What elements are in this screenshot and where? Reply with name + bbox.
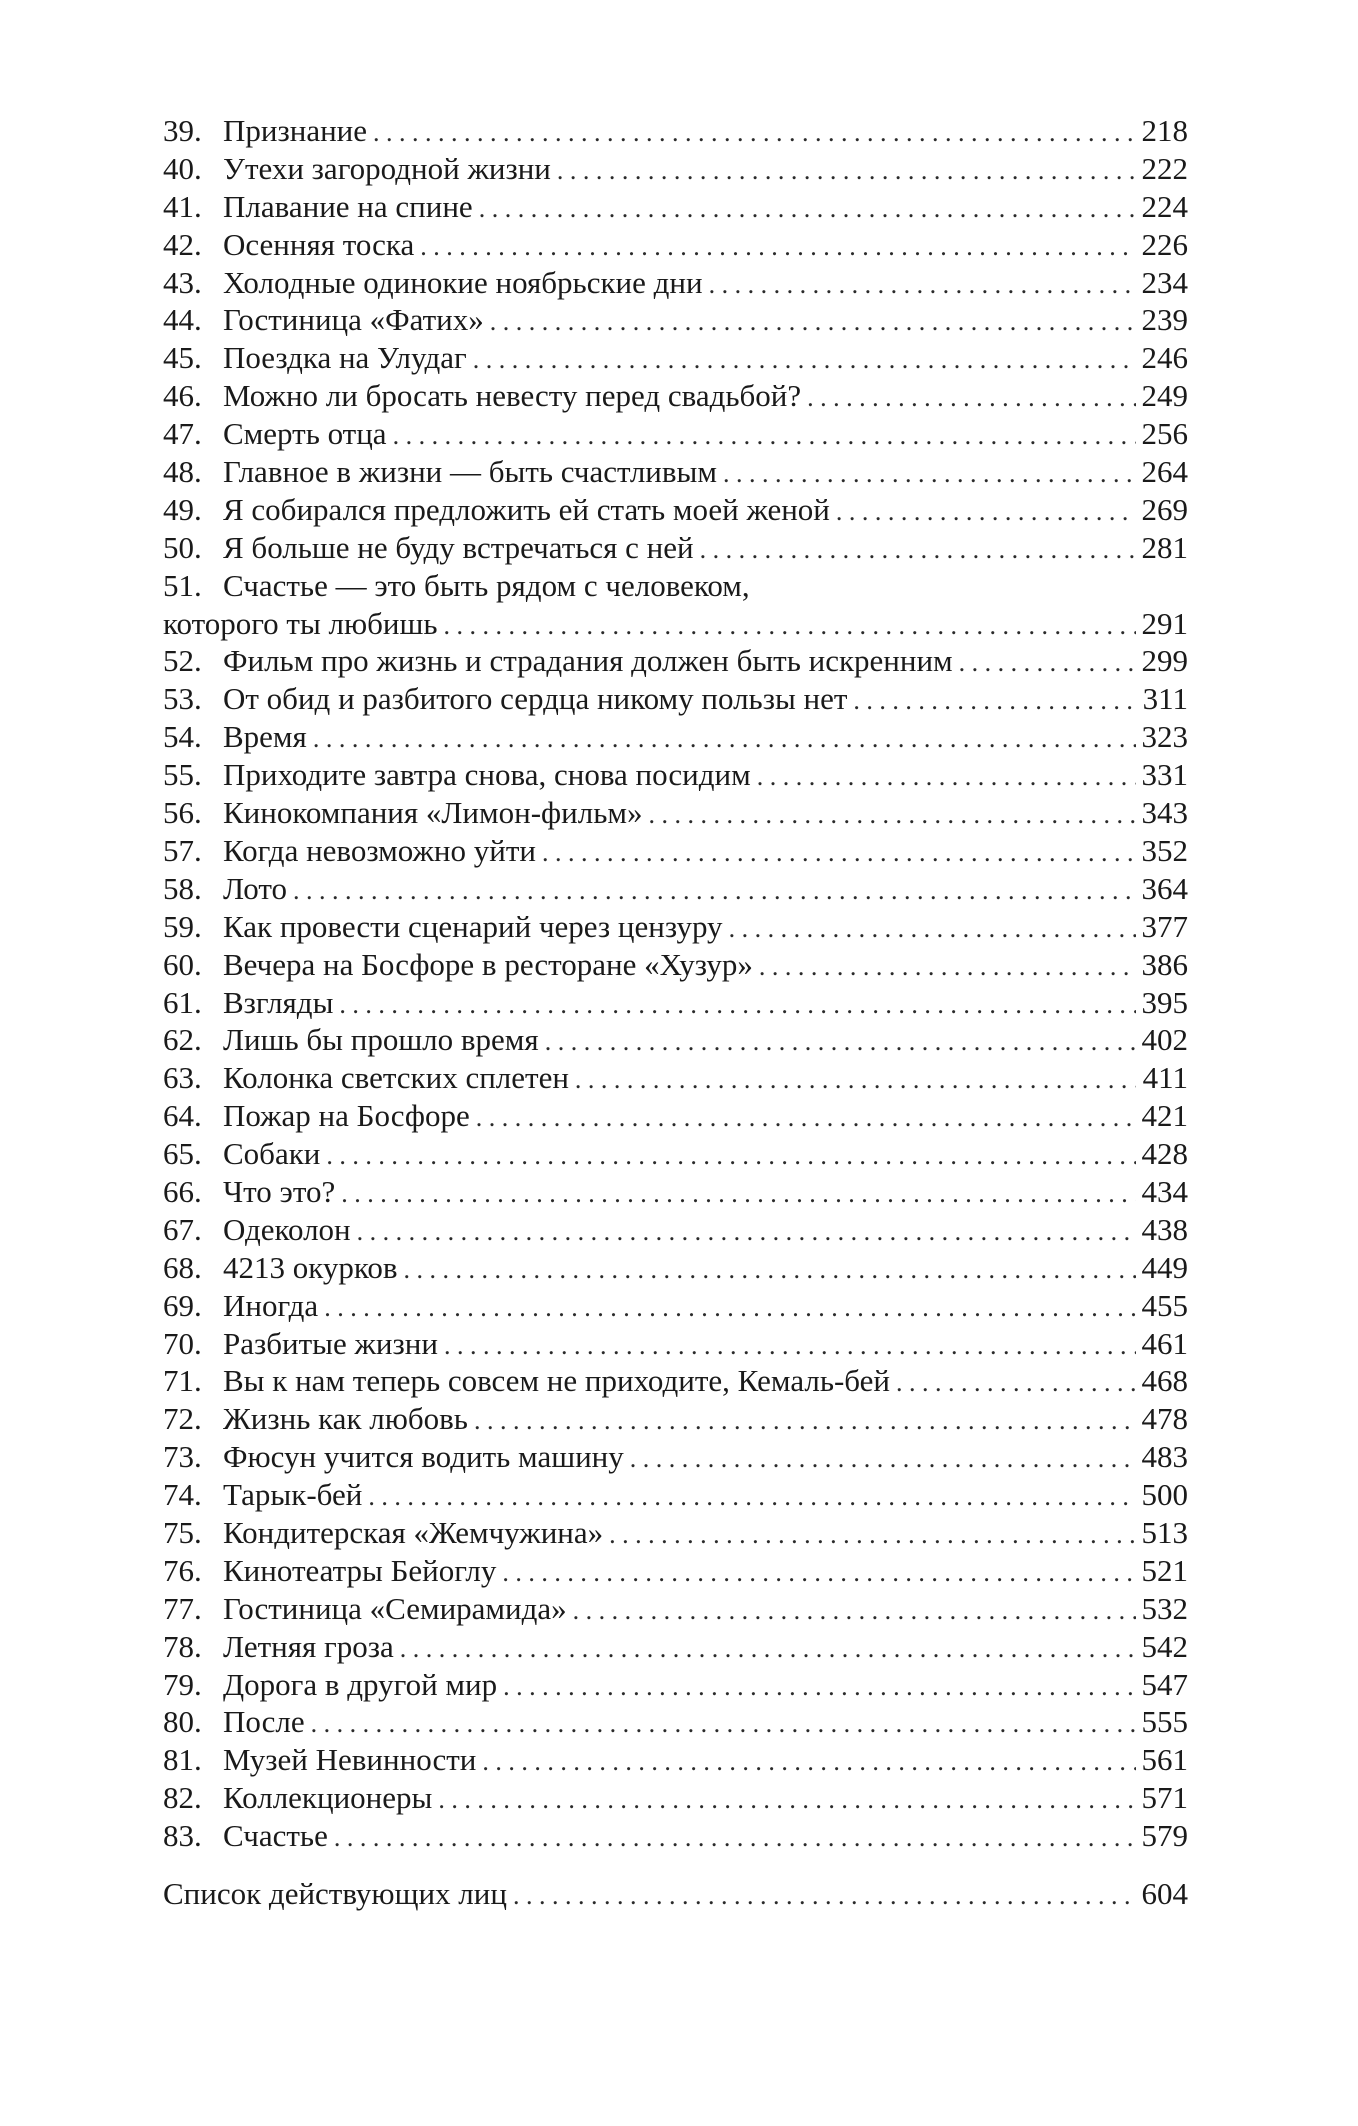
toc-entry-number: 73. bbox=[163, 1439, 202, 1475]
toc-entry-page: 478 bbox=[1136, 1400, 1189, 1438]
toc-entry-page: 239 bbox=[1136, 301, 1189, 339]
toc-entry-number: 81. bbox=[163, 1742, 202, 1778]
toc-entry-page: 352 bbox=[1136, 832, 1189, 870]
toc-entry bbox=[163, 870, 1188, 908]
toc-leader-dots bbox=[420, 228, 1135, 264]
toc-entry-number: 70. bbox=[163, 1325, 202, 1361]
toc-entry bbox=[163, 1173, 1188, 1211]
toc-entry-title: Иногда bbox=[223, 1287, 324, 1325]
toc-entry-title: Разбитые жизни bbox=[223, 1325, 444, 1363]
toc-entry-page: 323 bbox=[1136, 718, 1189, 756]
toc-entry bbox=[163, 794, 1188, 832]
toc-entry bbox=[163, 1362, 1188, 1400]
toc-entry-title: Фюсун учится водить машину bbox=[223, 1438, 630, 1476]
toc-entry-page: 547 bbox=[1136, 1666, 1189, 1704]
toc-entry-page: 311 bbox=[1136, 680, 1188, 718]
toc-appendix bbox=[163, 1875, 1188, 1913]
toc-leader-dots bbox=[373, 114, 1135, 150]
toc-entry-title: Взгляды bbox=[223, 984, 339, 1022]
toc-leader-dots bbox=[339, 986, 1135, 1022]
toc-entry-title: Главное в жизни — быть счастливым bbox=[223, 453, 723, 491]
toc-leader-dots bbox=[326, 1137, 1135, 1173]
toc-entry-number: 60. bbox=[163, 946, 202, 982]
toc-entry-number: 46. bbox=[163, 378, 202, 414]
toc-leader-dots bbox=[648, 796, 1135, 832]
toc-entry-number: 54. bbox=[163, 719, 202, 755]
toc-leader-dots bbox=[476, 1099, 1136, 1135]
toc-entry bbox=[163, 984, 1188, 1022]
toc-leader-dots bbox=[709, 266, 1136, 302]
toc-entry-title: От обид и разбитого сердца никому пользы нет bbox=[223, 680, 853, 718]
toc-entry-number: 45. bbox=[163, 340, 202, 376]
toc-leader-dots bbox=[404, 1251, 1136, 1287]
toc-entry-number: 41. bbox=[163, 188, 202, 224]
toc-entry bbox=[163, 908, 1188, 946]
toc-entry-page: 411 bbox=[1136, 1059, 1188, 1097]
toc-entry-number: 52. bbox=[163, 643, 202, 679]
toc-entry-number: 80. bbox=[163, 1704, 202, 1740]
toc-entry bbox=[163, 1211, 1188, 1249]
toc-entry-page: 483 bbox=[1136, 1438, 1189, 1476]
toc-entry-title: Собаки bbox=[223, 1135, 326, 1173]
toc-entry bbox=[163, 1552, 1188, 1590]
toc-entry bbox=[163, 1097, 1188, 1135]
toc-entry-number: 74. bbox=[163, 1477, 202, 1513]
toc-entry bbox=[163, 567, 1188, 643]
toc-leader-dots bbox=[502, 1554, 1135, 1590]
toc-leader-dots bbox=[853, 682, 1136, 718]
toc-entry-title: Приходите завтра снова, снова посидим bbox=[223, 756, 757, 794]
toc-entry-title: Поездка на Улудаг bbox=[223, 339, 473, 377]
toc-leader-dots bbox=[575, 1061, 1136, 1097]
toc-entry-title: Музей Невинности bbox=[223, 1741, 482, 1779]
toc-entry-page: 224 bbox=[1136, 188, 1189, 226]
toc-entry bbox=[163, 226, 1188, 264]
toc-entry-title: Вы к нам теперь совсем не приходите, Кемаль-бей bbox=[223, 1362, 896, 1400]
toc-entry-title: Счастье bbox=[223, 1817, 334, 1855]
toc-leader-dots bbox=[503, 1668, 1135, 1704]
toc-leader-dots bbox=[807, 379, 1135, 415]
toc-entry bbox=[163, 112, 1188, 150]
toc-entry-title: Кинокомпания «Лимон-фильм» bbox=[223, 794, 648, 832]
toc-entry-title: Колонка светских сплетен bbox=[223, 1059, 575, 1097]
toc-entry-title: Осенняя тоска bbox=[223, 226, 420, 264]
toc-entry-title: Кинотеатры Бейоглу bbox=[223, 1552, 502, 1590]
toc-entry bbox=[163, 1817, 1188, 1855]
toc-entry-title: Что это? bbox=[223, 1173, 341, 1211]
toc-entry bbox=[163, 1514, 1188, 1552]
toc-leader-dots bbox=[896, 1364, 1135, 1400]
toc-leader-dots bbox=[482, 1743, 1135, 1779]
toc-entry bbox=[163, 301, 1188, 339]
toc-entry bbox=[163, 832, 1188, 870]
toc-entry-title: Лото bbox=[223, 870, 293, 908]
toc-entry bbox=[163, 415, 1188, 453]
toc-entry-page: 269 bbox=[1136, 491, 1189, 529]
toc-entry-page: 438 bbox=[1136, 1211, 1189, 1249]
toc-leader-dots bbox=[542, 834, 1136, 870]
toc-entry-page: 377 bbox=[1136, 908, 1189, 946]
toc-entry-number: 69. bbox=[163, 1287, 202, 1323]
toc-entry-title: Я больше не буду встречаться с ней bbox=[223, 529, 700, 567]
toc-entry-title: Одеколон bbox=[223, 1211, 357, 1249]
toc-entry bbox=[163, 1438, 1188, 1476]
toc-entry-number: 44. bbox=[163, 302, 202, 338]
toc-entry-number: 58. bbox=[163, 870, 202, 906]
toc-entry-page: 468 bbox=[1136, 1362, 1189, 1400]
toc-entry-title: Холодные одинокие ноябрьские дни bbox=[223, 264, 709, 302]
toc-leader-dots bbox=[393, 417, 1136, 453]
toc-entry-title: Утехи загородной жизни bbox=[223, 150, 557, 188]
toc-leader-dots bbox=[438, 1781, 1135, 1817]
toc-leader-dots bbox=[334, 1819, 1136, 1855]
toc-entry-title: Дорога в другой мир bbox=[223, 1666, 503, 1704]
toc-entry bbox=[163, 1325, 1188, 1363]
toc-entry-page: 299 bbox=[1136, 642, 1189, 680]
toc-entry-page: 561 bbox=[1136, 1741, 1189, 1779]
toc-entry-title: После bbox=[223, 1703, 311, 1741]
toc-entry-title: Гостиница «Семирамида» bbox=[223, 1590, 573, 1628]
toc-entry-page: 428 bbox=[1136, 1135, 1189, 1173]
toc-entry-page: 555 bbox=[1136, 1703, 1189, 1741]
toc-entry-page: 579 bbox=[1136, 1817, 1189, 1855]
table-of-contents bbox=[163, 112, 1188, 1913]
toc-entry-number: 63. bbox=[163, 1060, 202, 1096]
toc-entry-number: 76. bbox=[163, 1552, 202, 1588]
toc-entry bbox=[163, 150, 1188, 188]
toc-entry-title: Можно ли бросать невесту перед свадьбой? bbox=[223, 377, 807, 415]
toc-entry-page: 402 bbox=[1136, 1021, 1189, 1059]
toc-entry bbox=[163, 529, 1188, 567]
toc-entry bbox=[163, 1287, 1188, 1325]
toc-entry-title: Коллекционеры bbox=[223, 1779, 438, 1817]
toc-entry-number: 83. bbox=[163, 1818, 202, 1854]
toc-entry-number: 51. bbox=[163, 567, 202, 603]
toc-entry-title: Признание bbox=[223, 112, 373, 150]
toc-entry-page: 256 bbox=[1136, 415, 1189, 453]
toc-entry-title: которого ты любишь bbox=[163, 605, 444, 643]
toc-entry bbox=[163, 1741, 1188, 1779]
toc-entry-page: 291 bbox=[1136, 605, 1189, 643]
toc-entry-title-line1: Счастье — это быть рядом с человеком, bbox=[223, 567, 750, 603]
toc-leader-dots bbox=[444, 1327, 1136, 1363]
toc-entry-page: 434 bbox=[1136, 1173, 1189, 1211]
toc-entry-number: 78. bbox=[163, 1628, 202, 1664]
toc-entry-number: 66. bbox=[163, 1173, 202, 1209]
toc-leader-dots bbox=[313, 720, 1136, 756]
toc-entry bbox=[163, 491, 1188, 529]
toc-entry-number: 62. bbox=[163, 1022, 202, 1058]
toc-entry-page: 449 bbox=[1136, 1249, 1189, 1287]
toc-entry-title: Вечера на Босфоре в ресторане «Хузур» bbox=[223, 946, 759, 984]
toc-entry-page: 455 bbox=[1136, 1287, 1189, 1325]
toc-leader-dots bbox=[545, 1023, 1136, 1059]
toc-entry bbox=[163, 1249, 1188, 1287]
toc-entry bbox=[163, 756, 1188, 794]
toc-leader-dots bbox=[759, 948, 1136, 984]
toc-entry-title: Летняя гроза bbox=[223, 1628, 400, 1666]
toc-leader-dots bbox=[836, 493, 1136, 529]
toc-entry-title: Лишь бы прошло время bbox=[223, 1021, 545, 1059]
toc-entry bbox=[163, 1400, 1188, 1438]
toc-entry-title: Фильм про жизнь и страдания должен быть искренним bbox=[223, 642, 959, 680]
toc-entry-number: 49. bbox=[163, 491, 202, 527]
toc-entry-page: 500 bbox=[1136, 1476, 1189, 1514]
toc-entry-page: 222 bbox=[1136, 150, 1189, 188]
toc-entry-title: Время bbox=[223, 718, 313, 756]
toc-leader-dots bbox=[757, 758, 1136, 794]
toc-entry-appendix bbox=[163, 1875, 1188, 1913]
toc-entry bbox=[163, 1135, 1188, 1173]
toc-leader-dots bbox=[341, 1175, 1135, 1211]
toc-leader-dots bbox=[479, 190, 1136, 226]
toc-entry-number: 59. bbox=[163, 908, 202, 944]
toc-entry-number: 72. bbox=[163, 1401, 202, 1437]
toc-entry bbox=[163, 377, 1188, 415]
toc-entry-number: 64. bbox=[163, 1098, 202, 1134]
toc-entry-title: Смерть отца bbox=[223, 415, 393, 453]
toc-entry-page: 395 bbox=[1136, 984, 1189, 1022]
toc-leader-dots bbox=[444, 607, 1136, 643]
toc-entry-number: 68. bbox=[163, 1249, 202, 1285]
toc-entry-title: Гостиница «Фатих» bbox=[223, 301, 490, 339]
toc-entry-title: Как провести сценарий через цензуру bbox=[223, 908, 729, 946]
toc-entry-page: 246 bbox=[1136, 339, 1189, 377]
toc-entry bbox=[163, 1590, 1188, 1628]
toc-leader-dots bbox=[723, 455, 1136, 491]
toc-entry bbox=[163, 1703, 1188, 1741]
toc-entry-page: 571 bbox=[1136, 1779, 1189, 1817]
toc-entry-number: 57. bbox=[163, 832, 202, 868]
toc-entry-page: 364 bbox=[1136, 870, 1189, 908]
toc-entry bbox=[163, 453, 1188, 491]
toc-entry-number: 67. bbox=[163, 1211, 202, 1247]
toc-entry-number: 39. bbox=[163, 113, 202, 148]
toc-entry bbox=[163, 718, 1188, 756]
toc-entry bbox=[163, 264, 1188, 302]
toc-entry-page: 218 bbox=[1136, 112, 1189, 150]
toc-leader-dots bbox=[490, 303, 1136, 339]
toc-entry-page: 421 bbox=[1136, 1097, 1189, 1135]
toc-entry-page: 532 bbox=[1136, 1590, 1189, 1628]
toc-entry-page: 513 bbox=[1136, 1514, 1189, 1552]
toc-entry-title: Пожар на Босфоре bbox=[223, 1097, 476, 1135]
toc-entry bbox=[163, 1779, 1188, 1817]
toc-leader-dots bbox=[293, 872, 1136, 908]
toc-entry-number: 56. bbox=[163, 795, 202, 831]
toc-entry-number: 48. bbox=[163, 454, 202, 490]
toc-entry bbox=[163, 946, 1188, 984]
toc-list bbox=[163, 112, 1188, 1855]
toc-entry-page: 331 bbox=[1136, 756, 1189, 794]
toc-leader-dots bbox=[357, 1213, 1136, 1249]
toc-entry-number: 82. bbox=[163, 1780, 202, 1816]
toc-entry-page: 226 bbox=[1136, 226, 1189, 264]
toc-leader-dots bbox=[324, 1289, 1135, 1325]
toc-entry-title: Когда невозможно уйти bbox=[223, 832, 542, 870]
toc-entry bbox=[163, 642, 1188, 680]
toc-entry bbox=[163, 1628, 1188, 1666]
toc-leader-dots bbox=[557, 152, 1136, 188]
toc-entry bbox=[163, 1666, 1188, 1704]
toc-leader-dots bbox=[474, 1402, 1136, 1438]
toc-entry-number: 42. bbox=[163, 226, 202, 262]
toc-entry bbox=[163, 1059, 1188, 1097]
toc-entry-number: 79. bbox=[163, 1666, 202, 1702]
toc-leader-dots bbox=[573, 1592, 1136, 1628]
toc-entry-page: 343 bbox=[1136, 794, 1189, 832]
toc-entry-page: 604 bbox=[1136, 1875, 1189, 1913]
toc-entry-page: 542 bbox=[1136, 1628, 1189, 1666]
toc-entry-number: 61. bbox=[163, 984, 202, 1020]
toc-leader-dots bbox=[630, 1440, 1136, 1476]
toc-entry-title: 4213 окурков bbox=[223, 1249, 404, 1287]
toc-entry-title: Плавание на спине bbox=[223, 188, 479, 226]
toc-leader-dots bbox=[513, 1877, 1136, 1913]
toc-entry bbox=[163, 1021, 1188, 1059]
toc-entry-page: 386 bbox=[1136, 946, 1189, 984]
toc-entry-page: 264 bbox=[1136, 453, 1189, 491]
toc-entry-number: 65. bbox=[163, 1136, 202, 1172]
toc-entry bbox=[163, 680, 1188, 718]
toc-entry-number: 55. bbox=[163, 757, 202, 793]
toc-entry-title: Тарык-бей bbox=[223, 1476, 368, 1514]
toc-leader-dots bbox=[959, 644, 1136, 680]
toc-entry-title: Жизнь как любовь bbox=[223, 1400, 474, 1438]
toc-entry-number: 43. bbox=[163, 264, 202, 300]
toc-entry-page: 281 bbox=[1136, 529, 1189, 567]
toc-leader-dots bbox=[400, 1630, 1136, 1666]
toc-leader-dots bbox=[609, 1516, 1135, 1552]
toc-entry bbox=[163, 188, 1188, 226]
toc-entry-number: 75. bbox=[163, 1514, 202, 1550]
toc-entry-title: Кондитерская «Жемчужина» bbox=[223, 1514, 609, 1552]
toc-entry bbox=[163, 1476, 1188, 1514]
toc-entry-title: Я собирался предложить ей стать моей женой bbox=[223, 491, 836, 529]
toc-entry-number: 50. bbox=[163, 529, 202, 565]
toc-entry-number: 47. bbox=[163, 416, 202, 452]
toc-leader-dots bbox=[311, 1705, 1136, 1741]
toc-entry-page: 521 bbox=[1136, 1552, 1189, 1590]
toc-entry-page: 234 bbox=[1136, 264, 1189, 302]
toc-leader-dots bbox=[729, 910, 1136, 946]
toc-entry-number: 71. bbox=[163, 1363, 202, 1399]
toc-leader-dots bbox=[368, 1478, 1135, 1514]
toc-leader-dots bbox=[700, 531, 1136, 567]
toc-entry-number: 77. bbox=[163, 1590, 202, 1626]
toc-entry-title: Список действующих лиц bbox=[163, 1875, 513, 1913]
toc-entry bbox=[163, 339, 1188, 377]
toc-entry-number: 40. bbox=[163, 150, 202, 186]
toc-entry-number: 53. bbox=[163, 681, 202, 717]
toc-leader-dots bbox=[473, 341, 1136, 377]
toc-entry-page: 249 bbox=[1136, 377, 1189, 415]
toc-entry-page: 461 bbox=[1136, 1325, 1189, 1363]
